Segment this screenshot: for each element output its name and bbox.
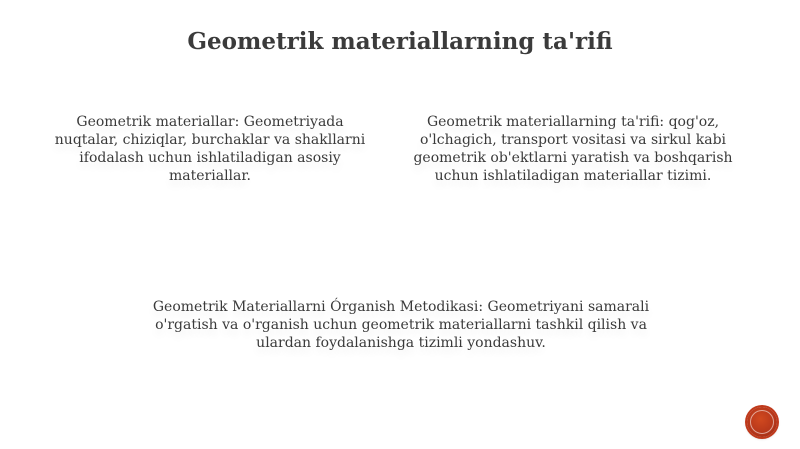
circle-button-icon[interactable] [747, 407, 777, 437]
text-block-left: Geometrik materiallar: Geometriyada nuqtalar, chiziqlar, burchaklar va shakllarni ifodalash uchun ishlatiladigan asosiy materiallar. [54, 114, 366, 184]
text-block-right: Geometrik materiallarning ta'rifi: qog'oz, o'lchagich, transport vositasi va sirkul kabi geometrik ob'ektlarni yaratish va boshqarish uchun ishlatiladigan materiallar tizimi. [413, 114, 733, 184]
button-ring [750, 410, 774, 434]
text-block-bottom: Geometrik Materiallarni Órganish Metodikasi: Geometriyani samarali o'rgatish va o'rganish uchun geometrik materiallarni tashkil qilish va ulardan foydalanishga tizimli yondashuv. [152, 299, 650, 351]
slide-title: Geometrik materiallarning ta'rifi [187, 28, 613, 55]
